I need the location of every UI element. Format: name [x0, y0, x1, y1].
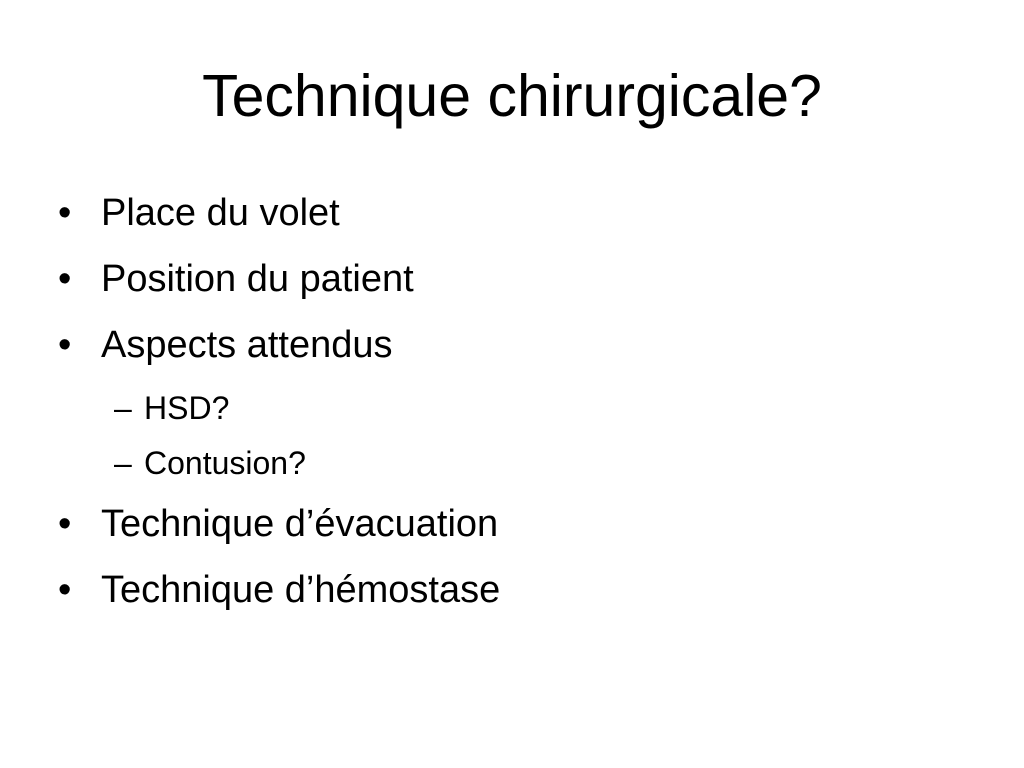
bullet-icon: • — [58, 324, 72, 366]
sub-list-item-text: Contusion? — [144, 445, 306, 481]
sub-list-item-text: HSD? — [144, 390, 230, 426]
bullet-icon: • — [58, 503, 72, 545]
bullet-icon: • — [58, 258, 72, 300]
list-item — [58, 567, 500, 613]
slide-title: Technique chirurgicale? — [202, 63, 822, 129]
list-item-text: Place du volet — [101, 192, 340, 234]
sub-list-item — [114, 388, 229, 428]
bullet-icon: • — [58, 192, 72, 234]
dash-icon: – — [114, 390, 132, 426]
sub-list-item — [114, 443, 306, 483]
list-item — [58, 190, 340, 236]
list-item — [58, 256, 414, 302]
list-item-text: Aspects attendus — [101, 324, 393, 366]
list-item-text: Technique d’évacuation — [101, 503, 499, 545]
list-item — [58, 501, 498, 547]
bullet-icon: • — [58, 569, 72, 611]
list-item — [58, 322, 393, 368]
dash-icon: – — [114, 445, 132, 481]
list-item-text: Technique d’hémostase — [101, 569, 501, 611]
list-item-text: Position du patient — [101, 258, 414, 300]
